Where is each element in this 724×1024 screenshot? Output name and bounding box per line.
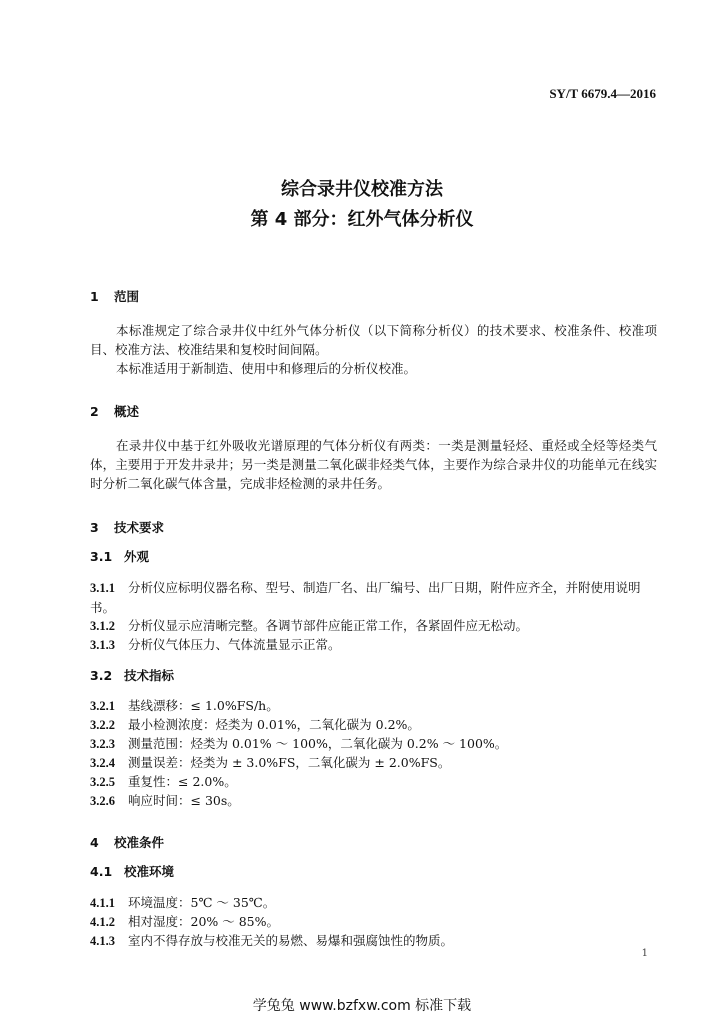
clause-number: 3.1.1 [90, 581, 115, 595]
section-title: 概述 [114, 404, 140, 419]
clause [90, 772, 657, 792]
paragraph: 在录井仪中基于红外吸收光谱原理的气体分析仪有两类：一类是测量轻烃、重烃或全烃等烃类气体，主要用于开发井录井；另一类是测量二氧化碳非烃类气体，主要作为综合录井仪的功能单元在线实时分析二氧化碳气体含量，完成非烃检测的录井任务。 [90, 438, 657, 491]
clause-text: 最小检测浓度：烃类为 0.01%，二氧化碳为 0.2%。 [128, 717, 420, 732]
subsection-title: 技术指标 [124, 668, 175, 683]
section-title: 技术要求 [114, 520, 165, 535]
clause-text: 重复性：≤ 2.0%。 [128, 774, 237, 789]
section-heading-overview [90, 402, 139, 420]
clause-number: 3.2.6 [90, 794, 115, 808]
subsection-title: 校准环境 [124, 864, 175, 879]
clause-text: 测量范围：烃类为 0.01% ～ 100%，二氧化碳为 0.2% ～ 100%。 [128, 736, 508, 751]
clause-number: 4.1.1 [90, 896, 115, 910]
document-title: 综合录井仪校准方法 [281, 179, 443, 200]
footer-watermark-link[interactable]: 学兔兔 www.bzfxw.com 标准下载 [252, 998, 472, 1014]
clause [90, 715, 657, 735]
clause-text: 室内不得存放与校准无关的易燃、易爆和强腐蚀性的物质。 [128, 933, 454, 948]
clause [90, 931, 657, 951]
subsection-heading-appearance [90, 547, 149, 565]
clause-text: 测量误差：烃类为 ± 3.0%FS，二氧化碳为 ± 2.0%FS。 [128, 755, 451, 770]
clause [90, 635, 657, 655]
section-heading-scope [90, 287, 139, 305]
section-heading-requirements [90, 518, 164, 536]
subsection-heading-environment [90, 862, 174, 880]
section-title: 范围 [114, 289, 140, 304]
section-heading-conditions [90, 833, 164, 851]
clause-number: 4.1.3 [90, 934, 115, 948]
clause-number: 3.2.4 [90, 756, 115, 770]
clause-number: 3.2.3 [90, 737, 115, 751]
standard-code: SY/T 6679.4—2016 [549, 86, 656, 101]
paragraph: 本标准规定了综合录井仪中红外气体分析仪（以下简称分析仪）的技术要求、校准条件、校准项目、校准方法、校准结果和复校时间间隔。 [90, 323, 657, 357]
clause-number: 3.2.5 [90, 775, 115, 789]
subsection-number: 3.2 [90, 668, 113, 683]
section-number: 3 [90, 520, 99, 535]
clause-text: 分析仪应标明仪器名称、型号、制造厂名、出厂编号、出厂日期，附件应齐全，并附使用说明书。 [90, 580, 641, 615]
subsection-heading-specs [90, 666, 174, 684]
clause-text: 相对湿度：20% ～ 85%。 [128, 914, 280, 929]
clause [90, 912, 657, 932]
paragraph: 本标准适用于新制造、使用中和修理后的分析仪校准。 [116, 361, 417, 376]
clause-number: 3.1.2 [90, 619, 115, 633]
clause [90, 734, 657, 754]
section-number: 1 [90, 289, 99, 304]
section-title: 校准条件 [114, 835, 165, 850]
section-number: 4 [90, 835, 99, 850]
clause-text: 分析仪气体压力、气体流量显示正常。 [128, 637, 341, 652]
clause-text: 响应时间：≤ 30s。 [128, 793, 240, 808]
page-number: 1 [641, 948, 648, 959]
clause-number: 3.1.3 [90, 638, 115, 652]
clause [90, 696, 657, 716]
section-number: 2 [90, 404, 99, 419]
clause-text: 环境温度：5℃ ～ 35℃。 [128, 895, 276, 910]
subsection-number: 4.1 [90, 864, 113, 879]
clause [90, 753, 657, 773]
clause-number: 3.2.2 [90, 718, 115, 732]
clause-text: 分析仪显示应清晰完整。各调节部件应能正常工作，各紧固件应无松动。 [128, 618, 529, 633]
subsection-number: 3.1 [90, 549, 113, 564]
clause [90, 791, 657, 811]
subsection-title: 外观 [124, 549, 150, 564]
document-subtitle: 第 4 部分：红外气体分析仪 [250, 209, 474, 230]
clause [90, 616, 657, 636]
clause-text: 基线漂移：≤ 1.0%FS/h。 [128, 698, 279, 713]
clause [90, 578, 657, 617]
clause-number: 3.2.1 [90, 699, 115, 713]
clause-number: 4.1.2 [90, 915, 115, 929]
clause [90, 893, 657, 913]
